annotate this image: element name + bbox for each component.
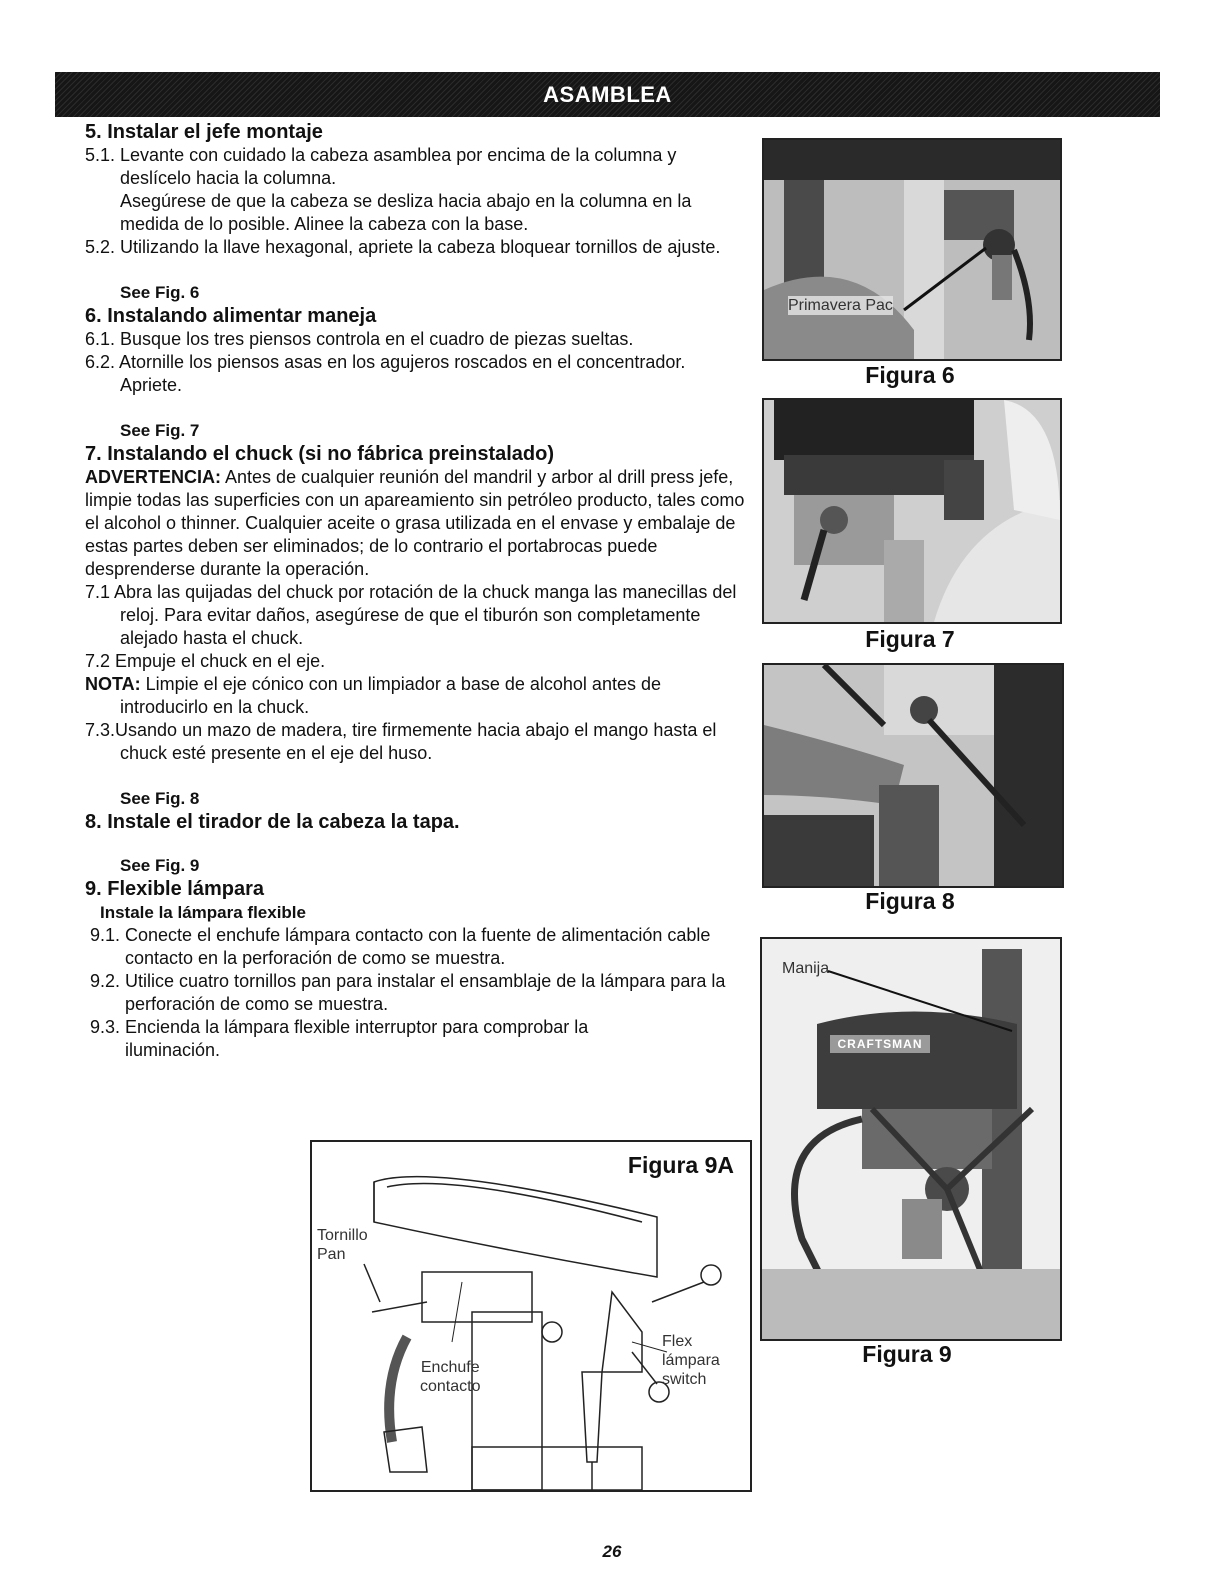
brand-label: CRAFTSMAN <box>837 1037 923 1051</box>
step-7-3: 7.3.Usando un mazo de madera, tire firmemente hacia abajo el mango hasta el chuck esté presente en el eje del huso. <box>85 720 717 763</box>
label-flex-lampara-switch <box>662 1332 720 1389</box>
heading-section-7: 7. Instalando el chuck (si no fábrica preinstalado) <box>85 443 555 465</box>
note-text: Limpie el eje cónico con un limpiador a base de alcohol antes de introducirlo en la chuck. <box>120 674 661 717</box>
see-fig-7: See Fig. 7 <box>120 421 200 440</box>
see-fig-8: See Fig. 8 <box>120 789 200 808</box>
label-primavera-pac: Primavera Pac <box>788 297 893 314</box>
label-switch: switch <box>662 1371 707 1388</box>
subheading-section-9: Instale la lámpara flexible <box>100 903 306 922</box>
page-number: 26 <box>602 1542 622 1561</box>
figure-9-photo <box>760 937 1062 1341</box>
label-tornillo-pan <box>317 1226 368 1264</box>
figure-8-photo <box>762 663 1064 888</box>
warning-paragraph <box>85 466 745 581</box>
see-fig-6: See Fig. 6 <box>120 283 200 302</box>
warning-text: Antes de cualquier reunión del mandril y arbor al drill press jefe, limpie todas las superficies con un apareamiento sin petróleo producto, tales como el alcohol o thinner. Cualquier aceite o grasa utilizada en el envase y embalaje de estas partes deben ser eliminados; de lo contrario el portabrocas puede desprenderse durante la operación. <box>85 467 745 579</box>
step-5-2: 5.2. Utilizando la llave hexagonal, apriete la cabeza bloquear tornillos de ajuste. <box>85 237 721 257</box>
figure-8-caption: Figura 8 <box>865 888 955 914</box>
note-paragraph <box>85 673 745 719</box>
figure-7-caption: Figura 7 <box>865 626 955 652</box>
step-9-2: 9.2. Utilice cuatro tornillos pan para instalar el ensamblaje de la lámpara para la perforación de como se muestra. <box>90 971 726 1014</box>
heading-section-5: 5. Instalar el jefe montaje <box>85 121 323 143</box>
step-7-2: 7.2 Empuje el chuck en el eje. <box>85 651 326 671</box>
step-5-1: 5.1. Levante con cuidado la cabeza asamblea por encima de la columna y deslícelo hacia la columna. <box>85 145 677 188</box>
heading-section-6: 6. Instalando alimentar maneja <box>85 305 377 327</box>
label-contacto: contacto <box>420 1378 481 1395</box>
heading-section-8: 8. Instale el tirador de la cabeza la tapa. <box>85 811 460 833</box>
step-6-1: 6.1. Busque los tres piensos controla en el cuadro de piezas sueltas. <box>85 329 634 349</box>
label-lampara: lámpara <box>662 1352 720 1369</box>
figure-6-caption: Figura 6 <box>865 362 955 388</box>
figure-7-photo <box>762 398 1062 624</box>
step-7-1: 7.1 Abra las quijadas del chuck por rotación de la chuck manga las manecillas del reloj. Para evitar daños, asegúrese de que el tiburón son completamente alejado hasta el chuck. <box>85 582 737 648</box>
figure-9a-caption: Figura 9A <box>627 1152 734 1178</box>
label-flex: Flex <box>662 1333 693 1350</box>
step-6-2: 6.2. Atornille los piensos asas en los agujeros roscados en el concentrador. Apriete. <box>85 352 686 395</box>
label-manija: Manija <box>782 960 830 977</box>
section-title: ASAMBLEA <box>543 81 672 107</box>
step-5-1-note: Asegúrese de que la cabeza se desliza hacia abajo en la columna en la medida de lo posible. Alinee la cabeza con la base. <box>120 191 692 234</box>
figure-6-photo <box>762 138 1062 361</box>
label-enchufe-contacto <box>420 1358 480 1396</box>
see-fig-9: See Fig. 9 <box>120 856 200 875</box>
figure-9-caption: Figura 9 <box>862 1341 952 1367</box>
section-banner <box>55 72 1160 117</box>
heading-section-9: 9. Flexible lámpara <box>85 878 264 900</box>
label-pan: Pan <box>317 1246 346 1263</box>
warning-label: ADVERTENCIA: <box>85 467 222 487</box>
label-enchufe: Enchufe <box>420 1359 480 1376</box>
label-tornillo: Tornillo <box>317 1227 368 1244</box>
step-9-3: 9.3. Encienda la lámpara flexible interruptor para comprobar la iluminación. <box>90 1017 589 1060</box>
instructions-column <box>85 120 745 1062</box>
note-label: NOTA: <box>85 674 141 694</box>
step-9-1: 9.1. Conecte el enchufe lámpara contacto con la fuente de alimentación cable contacto en la perforación de como se muestra. <box>90 925 711 968</box>
figure-9a-diagram <box>310 1140 752 1492</box>
